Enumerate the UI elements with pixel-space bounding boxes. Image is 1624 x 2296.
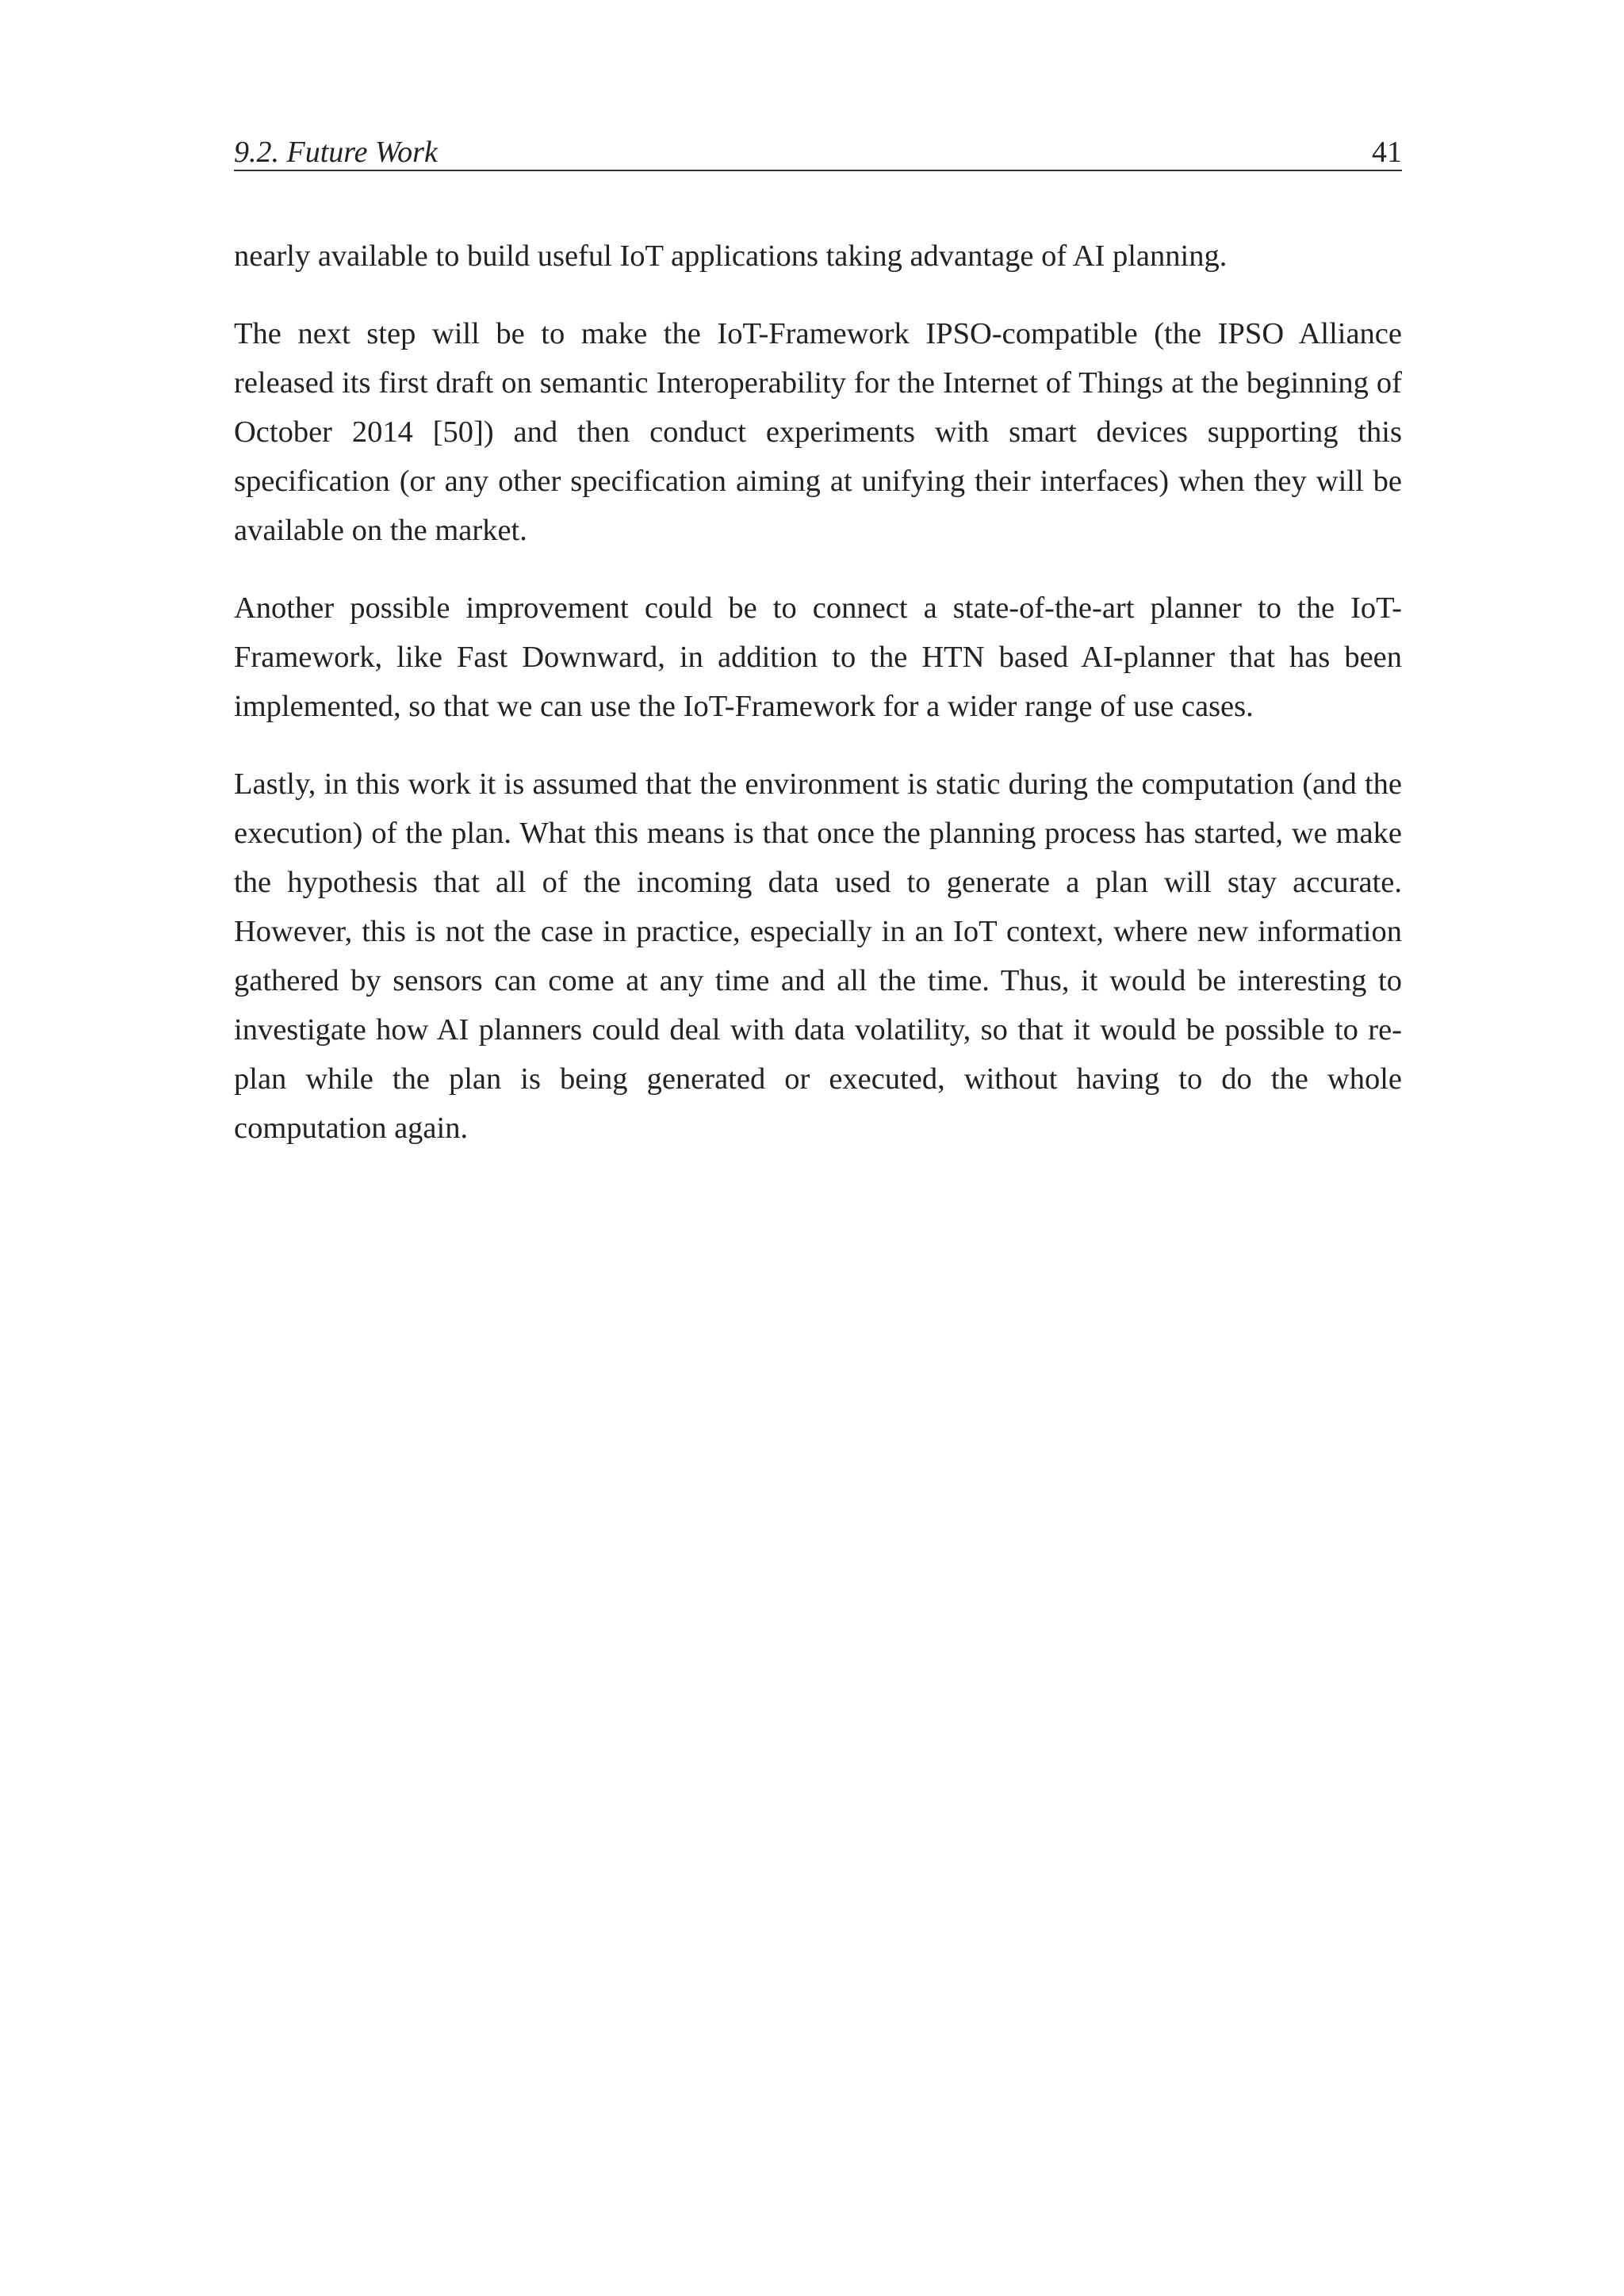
paragraph-ipso: The next step will be to make the IoT-Framework IPSO-compatible (the IPSO Alliance released its first draft on semantic Interoperability for the Internet of Things at the beginning of October 2014 [50]) and then conduct experiments with smart devices supporting this specification (or any other specification aiming at unifying their interfaces) when they will be available on the market.: [234, 317, 1402, 547]
paragraph-volatility: Lastly, in this work it is assumed that the environment is static during the computation (and the execution) of the plan. What this means is that once the planning process has started, we make the hypothesis that all of the incoming data used to generate a plan will stay accurate. However, this is not the case in practice, especially in an IoT context, where new information gathered by sensors can come at any time and all the time. Thus, it would be interesting to investigate how AI planners could deal with data volatility, so that it would be possible to re-plan while the plan is being generated or executed, without having to do the whole computation again.: [234, 767, 1402, 1145]
paragraph-planner: Another possible improvement could be to connect a state-of-the-art planner to the IoT-Framework, like Fast Downward, in addition to the HTN based AI-planner that has been implemented, so that we can use the IoT-Framework for a wider range of use cases.: [234, 591, 1402, 723]
page-number: 41: [1372, 136, 1402, 169]
body-text: [234, 232, 1402, 1181]
running-header: [234, 135, 1402, 171]
paragraph-continuation: nearly available to build useful IoT applications taking advantage of AI planning.: [234, 239, 1228, 273]
section-title: 9.2. Future Work: [234, 136, 438, 169]
